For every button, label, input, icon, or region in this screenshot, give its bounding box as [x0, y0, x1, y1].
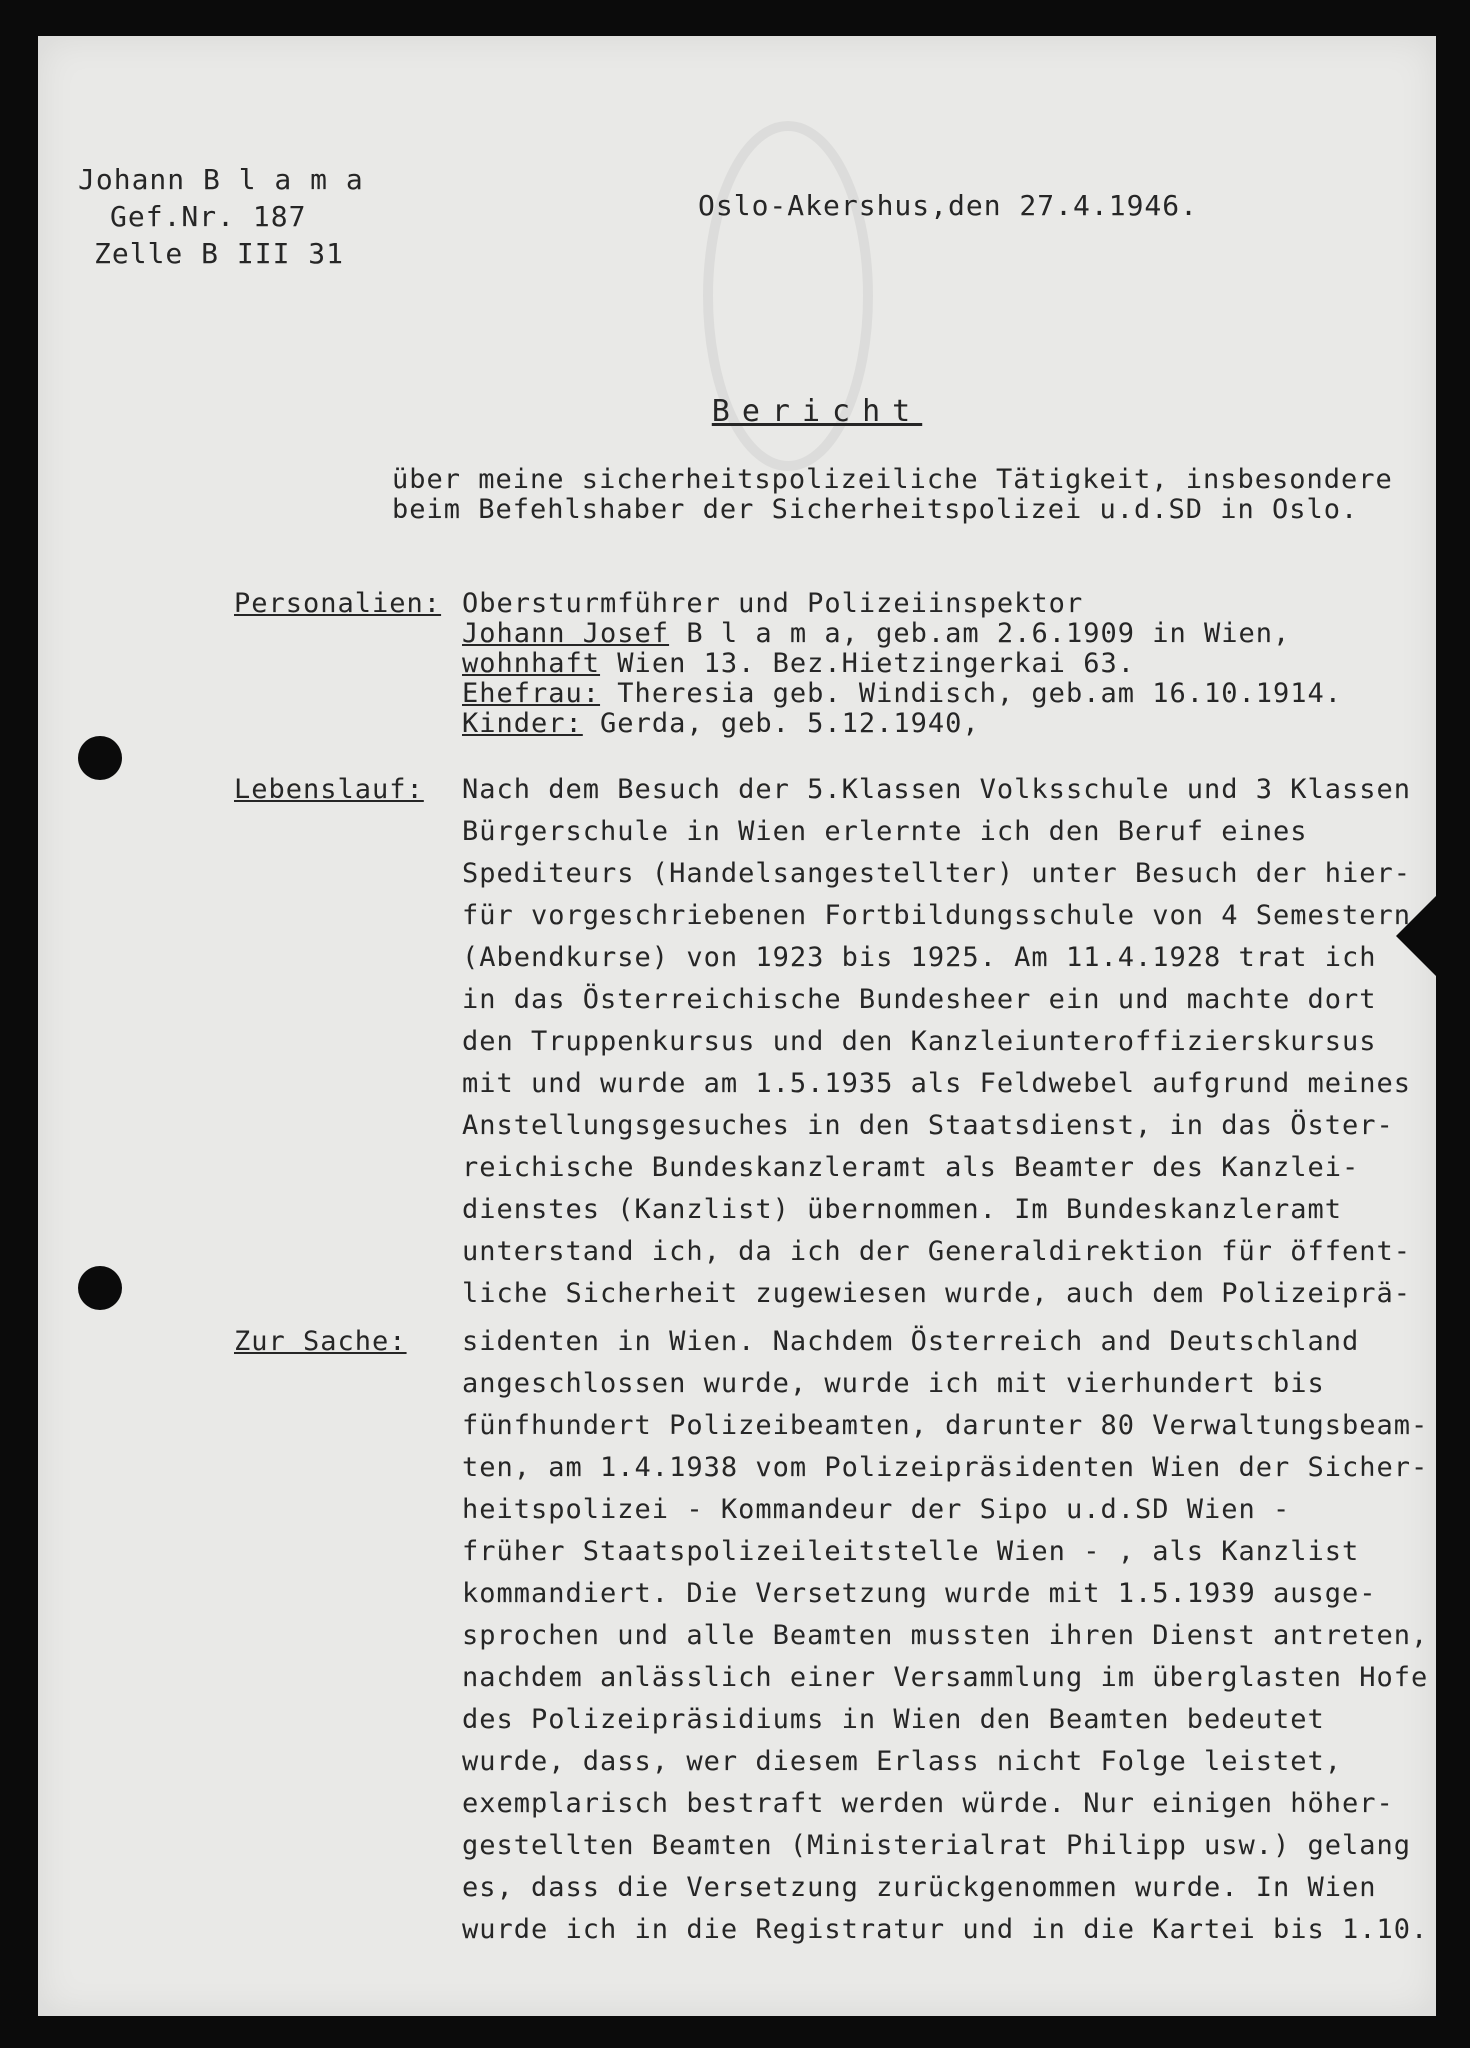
lebenslauf-label: Lebenslauf: [234, 774, 424, 805]
body-line: es, dass die Versetzung zurückgenommen wurde. In Wien [462, 1872, 1377, 1903]
personalien-label: Personalien: [234, 588, 442, 619]
personalien-wife-rest: Theresia geb. Windisch, geb.am 16.10.1914. [600, 678, 1343, 709]
personalien-children-rest: Gerda, geb. 5.12.1940, [582, 708, 980, 739]
body-line: des Polizeipräsidiums in Wien den Beamten bedeutet [462, 1704, 1325, 1735]
body-line: heitspolizei - Kommandeur der Sipo u.d.SD Wien - [462, 1494, 1291, 1525]
personalien-name-label: Johann Josef [462, 618, 670, 649]
body-line: gestellten Beamten (Ministerialrat Philipp usw.) gelang [462, 1830, 1412, 1861]
body-line: Anstellungsgesuches in den Staatsdienst, in das Öster- [462, 1110, 1394, 1141]
personalien-residence-rest: Wien 13. Bez.Hietzingerkai 63. [600, 648, 1135, 679]
body-line: kommandiert. Die Versetzung wurde mit 1.5.1939 ausge- [462, 1578, 1377, 1609]
personalien-wife-label: Ehefrau: [462, 678, 601, 709]
body-line: wurde ich in die Registratur und in die Kartei bis 1.10. [462, 1914, 1429, 1945]
personalien-line-2 [462, 620, 1290, 647]
body-line: für vorgeschriebenen Fortbildungsschule von 4 Semestern [462, 900, 1412, 931]
subtitle-line-1: über meine sicherheitspolizeiliche Tätigkeit, insbesondere [392, 464, 1393, 495]
body-line: ten, am 1.4.1938 vom Polizeipräsidenten Wien der Sicher- [462, 1452, 1429, 1483]
personalien-line-4 [462, 680, 1342, 707]
personalien-line-5 [462, 710, 980, 737]
header-cell: Zelle B III 31 [94, 237, 345, 270]
faint-stamp-mark [688, 106, 888, 486]
body-line: unterstand ich, da ich der Generaldirektion für öffent- [462, 1236, 1412, 1267]
header-prisoner-number: Gef.Nr. 187 [110, 200, 307, 233]
body-line: Bürgerschule in Wien erlernte ich den Beruf eines [462, 816, 1308, 847]
body-line: früher Staatspolizeileitstelle Wien - , als Kanzlist [462, 1536, 1360, 1567]
body-line: fünfhundert Polizeibeamten, darunter 80 Verwaltungsbeam- [462, 1410, 1429, 1441]
punch-hole-bottom [78, 1266, 122, 1310]
document-title: Bericht [711, 394, 923, 429]
header-name: Johann B l a m a [78, 163, 364, 196]
personalien-children-label: Kinder: [462, 708, 583, 739]
body-line: sidenten in Wien. Nachdem Österreich and Deutschland [462, 1326, 1360, 1357]
body-line: exemplarisch bestraft werden würde. Nur einigen höher- [462, 1788, 1394, 1819]
personalien-line-1: Obersturmführer und Polizeiinspektor [462, 588, 1084, 619]
body-line: nachdem anlässlich einer Versammlung im überglasten Hofe [462, 1662, 1429, 1693]
body-line: (Abendkurse) von 1923 bis 1925. Am 11.4.1928 trat ich [462, 942, 1377, 973]
body-line: Nach dem Besuch der 5.Klassen Volksschule und 3 Klassen [462, 774, 1412, 805]
body-line: in das Österreichische Bundesheer ein und machte dort [462, 984, 1377, 1015]
body-line: wurde, dass, wer diesem Erlass nicht Folge leistet, [462, 1746, 1343, 1777]
body-line: angeschlossen wurde, wurde ich mit vierhundert bis [462, 1368, 1325, 1399]
personalien-name-rest: B l a m a, geb.am 2.6.1909 in Wien, [669, 618, 1291, 649]
body-line: mit und wurde am 1.5.1935 als Feldwebel aufgrund meines [462, 1068, 1412, 1099]
body-line: liche Sicherheit zugewiesen wurde, auch dem Polizeiprä- [462, 1278, 1412, 1309]
torn-edge-notch [1396, 896, 1436, 976]
body-line: den Truppenkursus und den Kanzleiunteroffizierskursus [462, 1026, 1377, 1057]
body-line: dienstes (Kanzlist) übernommen. Im Bundeskanzleramt [462, 1194, 1343, 1225]
personalien-line-3 [462, 650, 1135, 677]
body-line: sprochen und alle Beamten mussten ihren Dienst antreten, [462, 1620, 1429, 1651]
subtitle-line-2: beim Befehlshaber der Sicherheitspolizei u.d.SD in Oslo. [392, 494, 1359, 525]
header-place-date: Oslo-Akershus,den 27.4.1946. [698, 189, 1199, 222]
punch-hole-top [78, 736, 122, 780]
personalien-residence-label: wohnhaft [462, 648, 601, 679]
document-page [38, 36, 1436, 2016]
body-line: reichische Bundeskanzleramt als Beamter des Kanzlei- [462, 1152, 1360, 1183]
zur-sache-label: Zur Sache: [234, 1326, 407, 1357]
body-line: Spediteurs (Handelsangestellter) unter Besuch der hier- [462, 858, 1412, 889]
